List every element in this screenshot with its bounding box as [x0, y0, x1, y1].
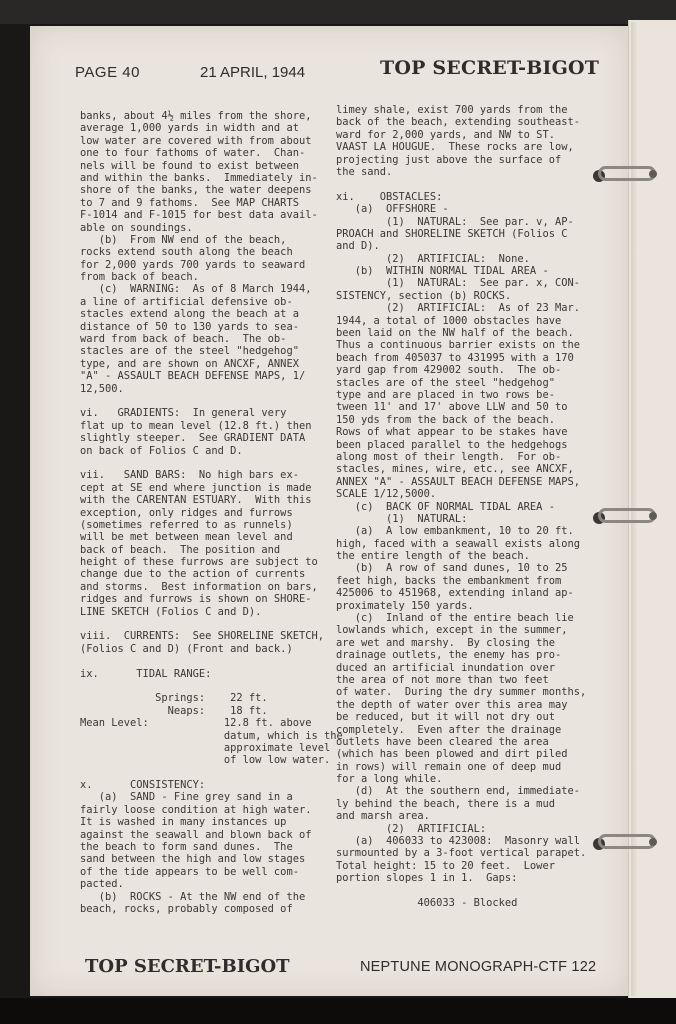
text-line: of water. During the dry summer months, [336, 686, 587, 699]
text-line: Springs: 22 ft. [80, 692, 268, 705]
text-line: (1) NATURAL: See par. v, AP- [336, 215, 574, 228]
text-line: 406033 - Blocked [336, 897, 518, 909]
text-line: of the tide appears to be well com- [80, 865, 299, 878]
text-line: (2) ARTIFICIAL: None. [336, 252, 530, 265]
text-line: from back of beach. [80, 271, 199, 284]
text-line: (c) WARNING: As of 8 March 1944, [80, 283, 312, 296]
text-line: been laid on the NW half of the beach. [336, 327, 574, 340]
text-line: (c) Inland of the entire beach lie [336, 612, 574, 625]
text-line: will be met between mean level and [80, 531, 293, 544]
text-line: stacles extend along the beach at a [80, 308, 299, 321]
text-line: (1) NATURAL: [336, 512, 468, 525]
text-line: (b) WITHIN NORMAL TIDAL AREA - [336, 265, 549, 278]
text-line: vi. GRADIENTS: In general very [80, 407, 287, 420]
text-line: cept at SE end where junction is made [80, 481, 312, 494]
right-text-column [336, 104, 598, 909]
text-line: stacles are of the steel "hedgehog" [336, 376, 555, 389]
text-line: rocks extend south along the beach [80, 246, 293, 259]
text-line: high, faced with a seawall exists along [336, 537, 580, 550]
text-line: (a) OFFSHORE - [336, 203, 449, 216]
text-line: stacles, mines, wire, etc., see ANCXF, [336, 463, 574, 476]
text-line: SCALE 1/12,5000. [336, 488, 437, 501]
text-line: surmounted by a 3-foot vertical parapet. [336, 847, 587, 860]
text-line: fairly loose condition at high water. [80, 803, 312, 816]
text-line: are wet and marshy. By closing the [336, 636, 555, 649]
text-line: VAAST LA HOUGUE. These rocks are low, [336, 141, 574, 154]
text-line: vii. SAND BARS: No high bars ex- [80, 469, 299, 482]
text-line: (d) At the southern end, immediate- [336, 785, 580, 798]
text-line: and D). [336, 240, 380, 253]
text-line: "A" - ASSAULT BEACH DEFENSE MAPS, 1/ [80, 370, 306, 383]
text-line: been placed parallel to the hedgehogs [336, 438, 568, 451]
text-line: beach from 405037 to 431995 with a 170 [336, 351, 574, 364]
text-line: able on soundings. [80, 221, 193, 234]
text-line: It is washed in many instances up [80, 816, 287, 829]
text-line: to 7 and 9 fathoms. See MAP CHARTS [80, 196, 299, 209]
text-line: and storms. Best information on bars, [80, 580, 318, 593]
text-line: (a) A low embankment, 10 to 20 ft. [336, 525, 574, 538]
text-line: (c) BACK OF NORMAL TIDAL AREA - [336, 500, 555, 513]
text-line: a line of artificial defensive ob- [80, 295, 293, 308]
text-line: for a long while. [336, 773, 443, 786]
text-line: type, and are shown on ANCXF, ANNEX [80, 357, 299, 370]
text-line: x. CONSISTENCY: [80, 779, 206, 792]
left-text-column [80, 110, 343, 915]
text-line: low water are covered with from about [80, 134, 312, 147]
binder-ring [598, 166, 656, 181]
text-line: be reduced, but it will not dry out [336, 711, 555, 724]
text-line: 12,500. [80, 382, 124, 395]
text-line: for 2,000 yards 700 yards to seaward [80, 258, 306, 271]
binder-ring [598, 834, 656, 849]
text-line: distance of 50 to 130 yards to sea- [80, 320, 299, 333]
header-classification: TOP SECRET-BIGOT [380, 57, 600, 79]
text-line: banks, about 4½ miles from the shore, [80, 110, 312, 122]
text-line: and within the banks. Immediately in- [80, 171, 318, 184]
text-line: ly behind the beach, there is a mud [336, 797, 555, 810]
text-line: (a) SAND - Fine grey sand in a [80, 791, 293, 804]
text-line: ward for 2,000 yards, and NW to ST. [336, 128, 555, 141]
text-line: ANNEX "A" - ASSAULT BEACH DEFENSE MAPS, [336, 475, 580, 488]
text-line: approximate level [80, 741, 331, 754]
text-line: tween 11' and 17' above LLW and 50 to [336, 401, 568, 414]
footer-monograph: NEPTUNE MONOGRAPH-CTF 122 [360, 959, 597, 975]
text-line: F-1014 and F-1015 for best data avail- [80, 209, 318, 222]
text-line: ix. TIDAL RANGE: [80, 667, 212, 680]
text-line: ward from back of beach. The ob- [80, 333, 287, 346]
text-line: pacted. [80, 878, 124, 891]
text-line [80, 680, 332, 692]
text-line: shore of the banks, the water deepens [80, 184, 312, 197]
text-line: the depth of water over this area may [336, 698, 568, 711]
text-line: back of beach. The position and [80, 543, 281, 556]
text-line: Thus a continuous barrier exists on the [336, 339, 580, 352]
text-line [80, 618, 332, 630]
text-line: (b) ROCKS - At the NW end of the [80, 890, 306, 903]
text-line: projecting just above the surface of [336, 153, 562, 166]
text-line: nels will be found to exist between [80, 159, 299, 172]
text-line: sand between the high and low stages [80, 853, 306, 866]
text-line: PROACH and SHORELINE SKETCH (Folios C [336, 227, 568, 240]
text-line: (sometimes referred to as runnels) [80, 518, 293, 531]
text-line: in rows) will remain one of deep mud [336, 760, 562, 773]
text-line: height of these furrows are subject to [80, 556, 318, 569]
text-line [336, 178, 598, 190]
page-number: PAGE 40 [75, 64, 140, 81]
text-line: the area of not more than two feet [336, 673, 549, 686]
text-line: SISTENCY, section (b) ROCKS. [336, 289, 512, 302]
text-line: with the CARENTAN ESTUARY. With this [80, 494, 312, 507]
text-line: exception, only ridges and furrows [80, 506, 293, 519]
scan-background-bottom [0, 998, 676, 1024]
text-line: slightly steeper. See GRADIENT DATA [80, 432, 306, 445]
text-line: (2) ARTIFICIAL: As of 23 Mar. [336, 302, 580, 315]
text-line: datum, which is the [80, 729, 343, 742]
text-line: (2) ARTIFICIAL: [336, 822, 487, 835]
text-line: type and are placed in two rows be- [336, 388, 555, 401]
text-line: the beach to form sand dunes. The [80, 841, 293, 854]
scan-background-top [0, 0, 676, 24]
text-line: and marsh area. [336, 810, 430, 823]
text-line: Total height: 15 to 20 feet. Lower [336, 859, 555, 872]
text-line: viii. CURRENTS: See SHORELINE SKETCH, [80, 630, 324, 643]
text-line: (1) NATURAL: See par. x, CON- [336, 277, 580, 290]
text-line: (b) A row of sand dunes, 10 to 25 [336, 562, 568, 575]
text-line: feet high, backs the embankment from [336, 574, 562, 587]
text-line: of low low water. [80, 754, 331, 767]
text-line: lowlands which, except in the summer, [336, 624, 568, 637]
text-line: (b) From NW end of the beach, [80, 233, 287, 246]
text-line: 425006 to 451968, extending inland ap- [336, 587, 574, 600]
text-line: ridges and furrows is shown on SHORE- [80, 593, 312, 606]
text-line [80, 395, 332, 407]
text-line: back of the beach, extending southeast- [336, 116, 580, 129]
text-line: beach, rocks, probably composed of [80, 903, 293, 915]
text-line: Neaps: 18 ft. [80, 704, 268, 717]
text-line: (a) 406033 to 423008: Masonry wall [336, 835, 580, 848]
text-line: stacles are of the steel "hedgehog" [80, 345, 299, 358]
text-line: LINE SKETCH (Folios C and D). [80, 605, 262, 618]
text-line: proximately 150 yards. [336, 599, 474, 612]
text-line: 150 yds from the back of the beach. [336, 413, 555, 426]
text-line: change due to the action of currents [80, 568, 306, 581]
text-line: the entire length of the beach. [336, 550, 530, 563]
text-line: portion slopes 1 in 1. Gaps: [336, 872, 518, 885]
text-line: one to four fathoms of water. Chan- [80, 147, 306, 160]
text-line: (Folios C and D) (Front and back.) [80, 642, 293, 655]
footer-classification: TOP SECRET-BIGOT [85, 956, 290, 977]
text-line: Rows of what appear to be stakes have [336, 426, 568, 439]
text-line: yard gap from 429002 south. The ob- [336, 364, 562, 377]
text-line [80, 767, 332, 779]
text-line: completely. Even after the drainage [336, 723, 562, 736]
text-line: against the seawall and blown back of [80, 828, 312, 841]
text-line: (which has been plowed and dirt piled [336, 748, 568, 761]
text-line: xi. OBSTACLES: [336, 190, 443, 203]
text-line: average 1,000 yards in width and at [80, 122, 299, 135]
text-line: outlets have been cleared the area [336, 735, 549, 748]
binder-ring [598, 508, 656, 523]
text-line: duced an artificial inundation over [336, 661, 555, 674]
text-line: the sand. [336, 165, 393, 178]
text-line: along most of their length. For ob- [336, 450, 562, 463]
text-line [80, 655, 332, 667]
text-line: on back of Folios C and D. [80, 444, 243, 457]
text-line: flat up to mean level (12.8 ft.) then [80, 419, 312, 432]
page-date: 21 APRIL, 1944 [200, 64, 306, 81]
text-line [80, 457, 332, 469]
text-line: Mean Level: 12.8 ft. above [80, 717, 312, 730]
text-line [336, 885, 598, 897]
text-line: drainage outlets, the enemy has pro- [336, 649, 562, 662]
text-line: 1944, a total of 1000 obstacles have [336, 314, 562, 327]
text-line: limey shale, exist 700 yards from the [336, 104, 568, 116]
